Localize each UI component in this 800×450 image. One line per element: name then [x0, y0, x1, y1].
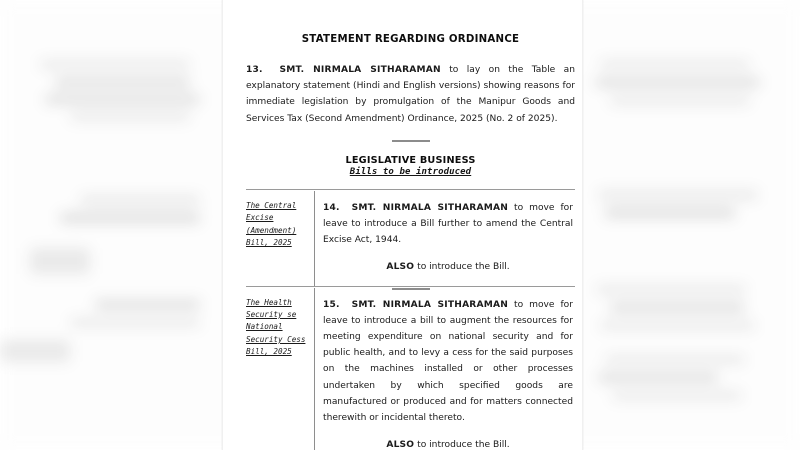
section-separator-rule: [392, 140, 430, 142]
also-text: to introduce the Bill.: [414, 440, 510, 450]
page-title: STATEMENT REGARDING ORDINANCE: [301, 34, 520, 45]
document-page: [222, 0, 583, 450]
bill-item-paragraph: [323, 297, 573, 427]
member-name: SMT. NIRMALA SITHARAMAN: [351, 299, 509, 310]
bill-margin-note-text: The Central Excise (Amendment) Bill, 2025: [246, 200, 297, 248]
bill-item-paragraph: [323, 200, 573, 249]
item-text: to move for leave to introduce a Bill further to amend the Central Excise Act, 1944.: [323, 202, 573, 246]
bills-to-be-introduced-subheading: Bills to be introduced: [349, 166, 472, 177]
bill-margin-note: [246, 191, 314, 286]
bill-body: [314, 191, 575, 286]
item-number: 14.: [323, 202, 340, 213]
also-label: ALSO: [386, 262, 415, 273]
row-dash-separator: [246, 275, 575, 294]
bill-also-line: [323, 259, 573, 275]
bill-row: [246, 286, 575, 450]
row-top-rule: [246, 189, 575, 190]
also-label: ALSO: [386, 440, 415, 450]
item-number: 15.: [323, 299, 340, 310]
statement-item-13: [246, 62, 575, 127]
bill-body: [314, 288, 575, 450]
member-name: SMT. NIRMALA SITHARAMAN: [279, 65, 441, 75]
item-text: to lay on the Table an explanatory statement (Hindi and English versions) showing reasons for immediate legislation by promulgation of the Manipur Goods and Services Tax (Second Amendment) Ordinance, 2025 (No. 2 of 2025).: [246, 65, 575, 124]
bill-row: [246, 189, 575, 286]
item-text: to move for leave to introduce a bill to augment the resources for meeting expenditure on national security and for public health, and to levy a cess for the said purposes on the machines installed or other processes undertaken by which specified goods are manufactured or produced and for matters connected therewith or incidental thereto.: [323, 299, 573, 424]
legislative-business-heading: LEGISLATIVE BUSINESS: [345, 154, 476, 166]
row-top-rule: [246, 286, 575, 287]
bill-margin-note: [246, 288, 314, 450]
member-name: SMT. NIRMALA SITHARAMAN: [351, 202, 509, 213]
also-text: to introduce the Bill.: [414, 262, 510, 273]
bill-also-line: [323, 437, 573, 450]
item-number: 13.: [246, 65, 263, 75]
bill-margin-note-text: The Health Security se National Security Cess Bill, 2025: [246, 297, 306, 357]
